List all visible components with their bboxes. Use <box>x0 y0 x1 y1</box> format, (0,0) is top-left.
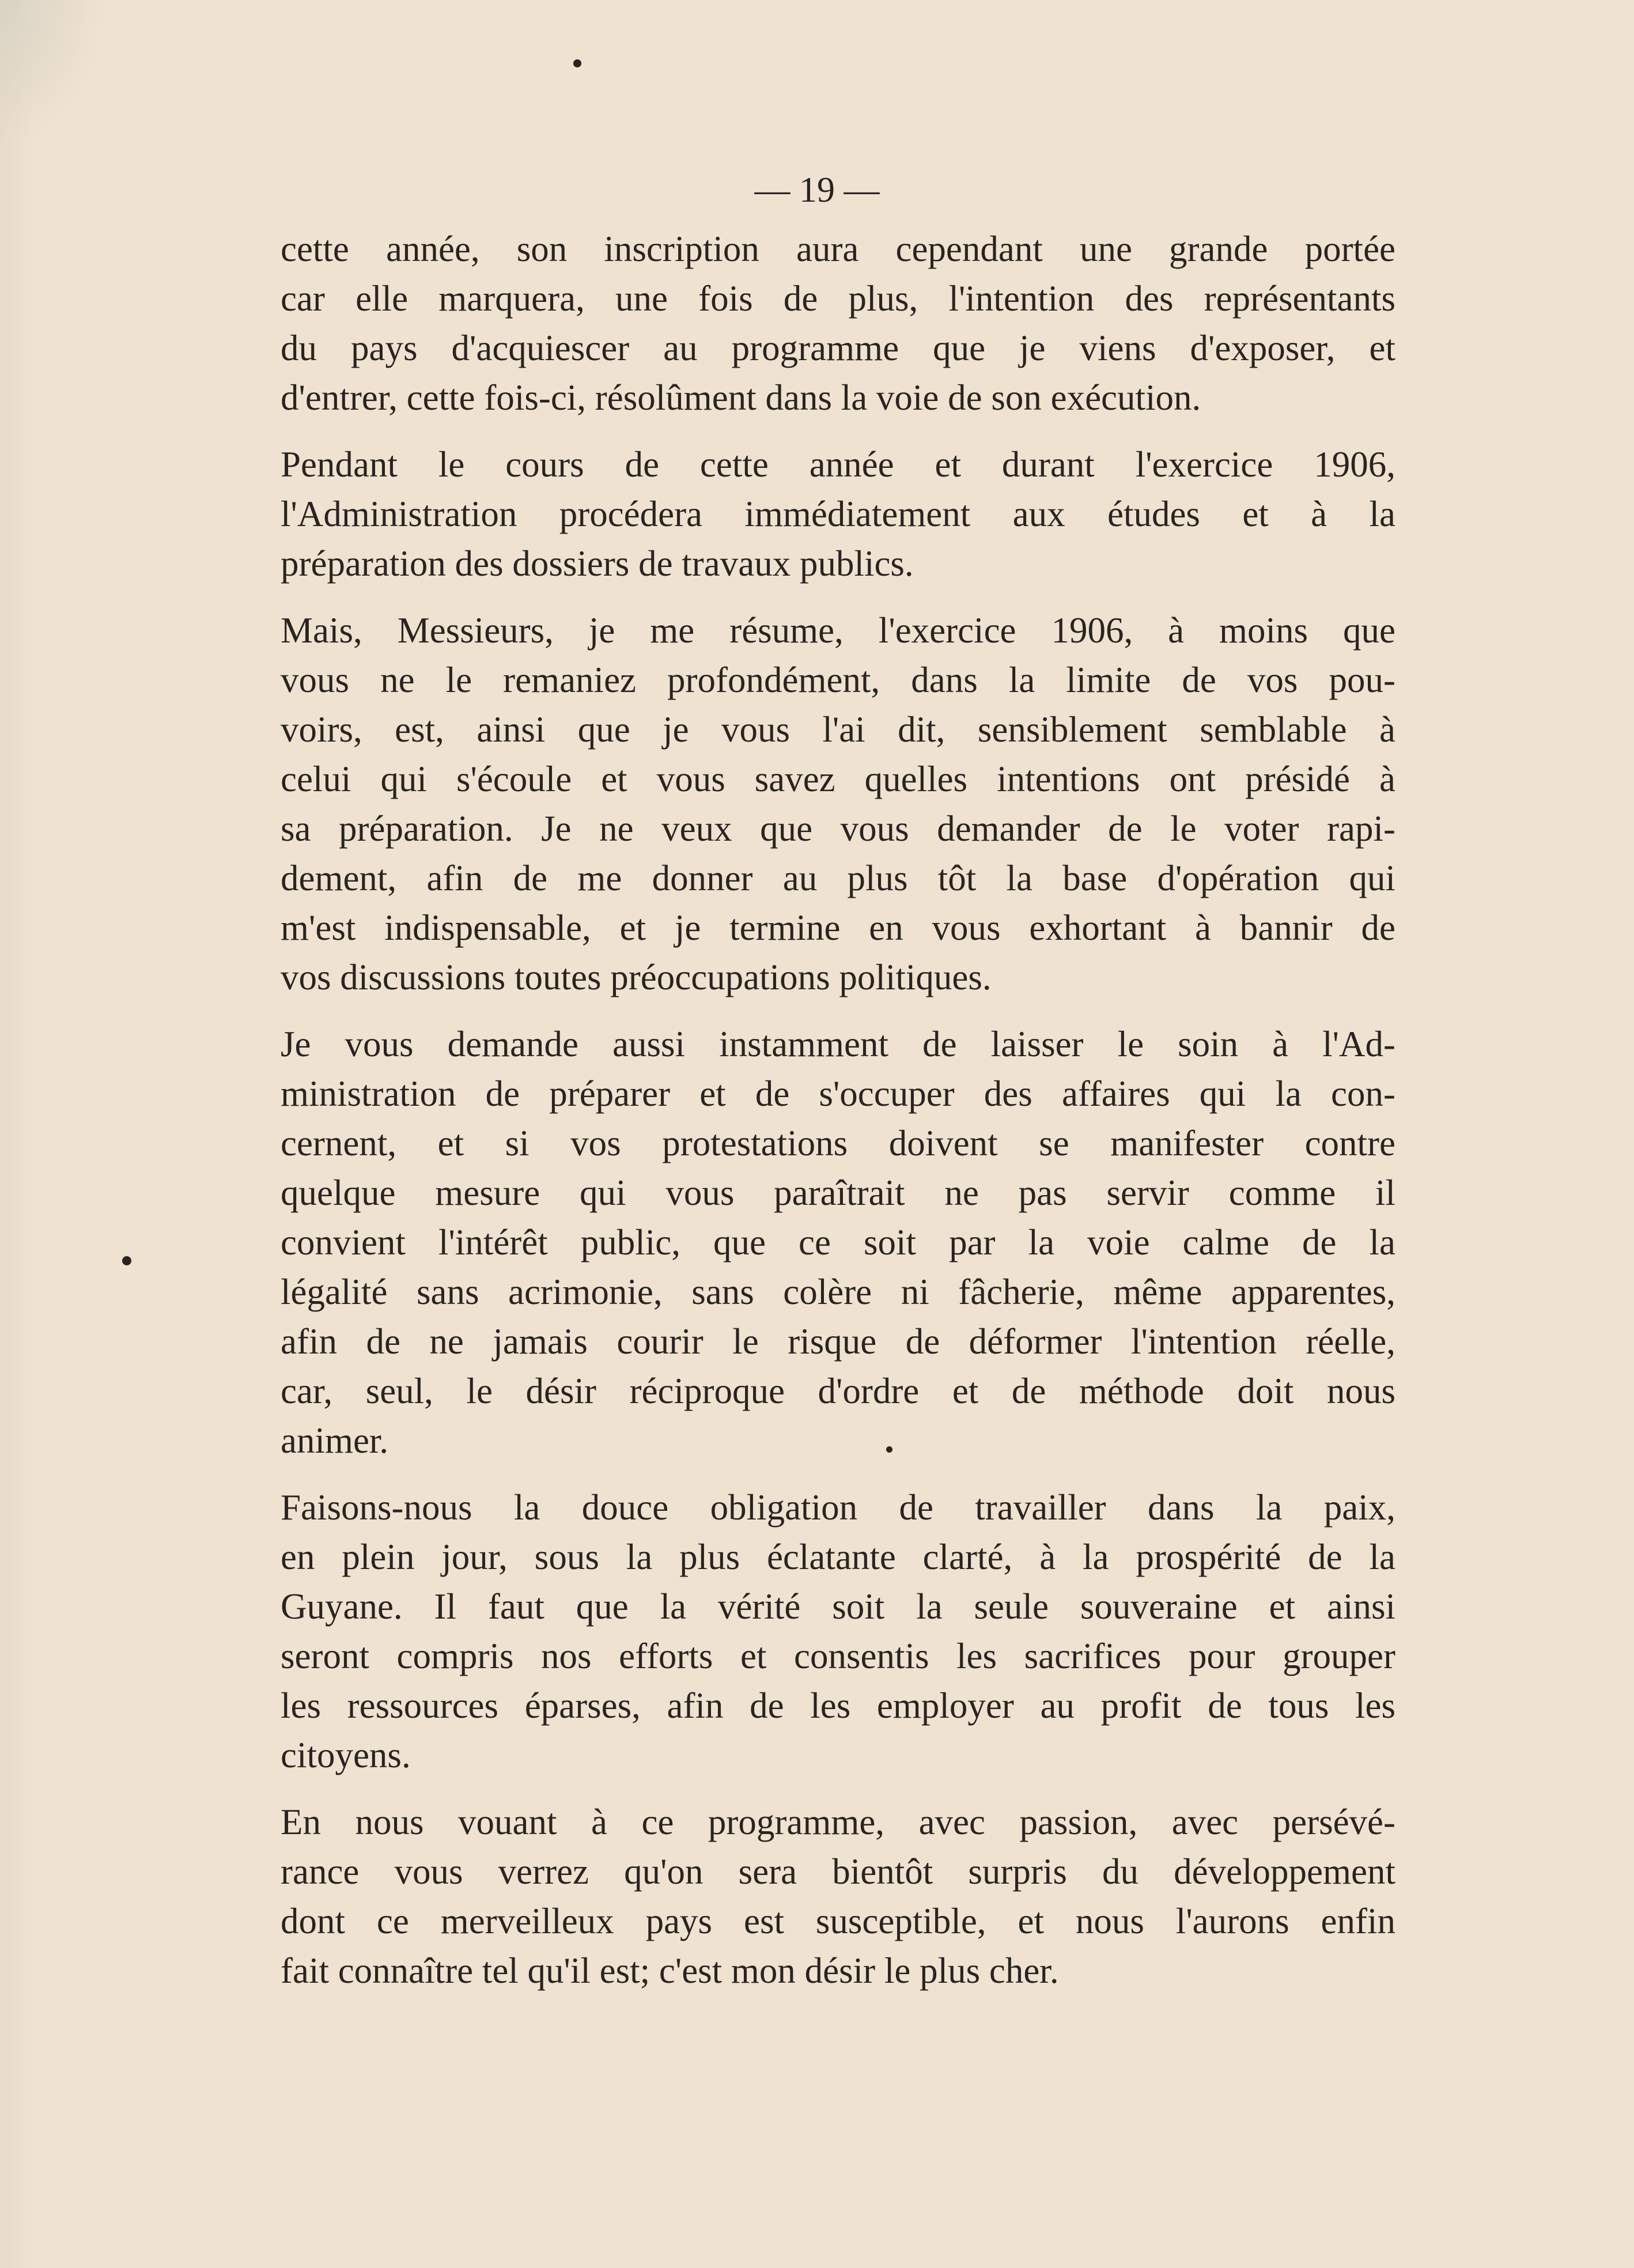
text-line: afin de ne jamais courir le risque de déformer l'intention réelle, <box>281 1321 1395 1362</box>
document-body <box>281 224 1395 2013</box>
text-line: convient l'intérêt public, que ce soit par la voie calme de la <box>281 1222 1395 1262</box>
text-line: En nous vouant à ce programme, avec passion, avec persévé- <box>281 1802 1395 1842</box>
text-line: les ressources éparses, afin de les employer au profit de tous les <box>281 1685 1395 1726</box>
paragraph <box>281 1797 1395 1995</box>
text-line: d'entrer, cette fois-ci, résolûment dans la voie de son exécution. <box>281 377 1201 418</box>
paragraph <box>281 224 1395 422</box>
text-line: dement, afin de me donner au plus tôt la base d'opération qui <box>281 858 1395 898</box>
text-line: celui qui s'écoule et vous savez quelles intentions ont présidé à <box>281 759 1395 799</box>
text-line: en plein jour, sous la plus éclatante clarté, à la prospérité de la <box>281 1537 1395 1577</box>
text-line: m'est indispensable, et je termine en vous exhortant à bannir de <box>281 908 1395 948</box>
text-line: rance vous verrez qu'on sera bientôt surpris du développement <box>281 1851 1395 1892</box>
text-line: sa préparation. Je ne veux que vous demander de le voter rapi- <box>281 808 1395 849</box>
paragraph <box>281 606 1395 1002</box>
ink-speck <box>122 1256 131 1265</box>
text-line: du pays d'acquiescer au programme que je viens d'exposer, et <box>281 328 1395 368</box>
text-line: préparation des dossiers de travaux publics. <box>281 543 914 584</box>
text-line: voirs, est, ainsi que je vous l'ai dit, sensiblement semblable à <box>281 709 1395 750</box>
text-line: cernent, et si vos protestations doivent se manifester contre <box>281 1123 1395 1163</box>
page-number: — 19 — <box>754 171 880 210</box>
text-line: Mais, Messieurs, je me résume, l'exercice 1906, à moins que <box>281 610 1395 651</box>
paragraph <box>281 1019 1395 1465</box>
text-line: Guyane. Il faut que la vérité soit la seule souveraine et ainsi <box>281 1586 1395 1627</box>
text-line: Faisons-nous la douce obligation de travailler dans la paix, <box>281 1487 1395 1528</box>
text-line: légalité sans acrimonie, sans colère ni fâcherie, même apparentes, <box>281 1272 1395 1312</box>
text-line: quelque mesure qui vous paraîtrait ne pas servir comme il <box>281 1173 1395 1213</box>
ink-speck <box>573 59 581 67</box>
text-line: Pendant le cours de cette année et durant l'exercice 1906, <box>281 444 1395 485</box>
text-line: ministration de préparer et de s'occuper des affaires qui la con- <box>281 1073 1395 1114</box>
text-line: l'Administration procédera immédiatement aux études et à la <box>281 494 1395 534</box>
text-line: fait connaître tel qu'il est; c'est mon désir le plus cher. <box>281 1951 1059 1991</box>
text-line: vos discussions toutes préoccupations politiques. <box>281 957 992 997</box>
paragraph <box>281 440 1395 588</box>
text-line: animer. <box>281 1420 389 1461</box>
text-line: car, seul, le désir réciproque d'ordre et de méthode doit nous <box>281 1371 1395 1411</box>
text-line: Je vous demande aussi instamment de laisser le soin à l'Ad- <box>281 1024 1395 1064</box>
text-line: seront compris nos efforts et consentis les sacrifices pour grouper <box>281 1636 1395 1676</box>
text-line: citoyens. <box>281 1735 411 1775</box>
text-line: vous ne le remaniez profondément, dans la limite de vos pou- <box>281 660 1395 700</box>
paragraph <box>281 1483 1395 1780</box>
text-line: car elle marquera, une fois de plus, l'intention des représentants <box>281 278 1395 319</box>
text-line: dont ce merveilleux pays est susceptible, et nous l'aurons enfin <box>281 1901 1395 1941</box>
text-line: cette année, son inscription aura cependant une grande portée <box>281 229 1395 269</box>
